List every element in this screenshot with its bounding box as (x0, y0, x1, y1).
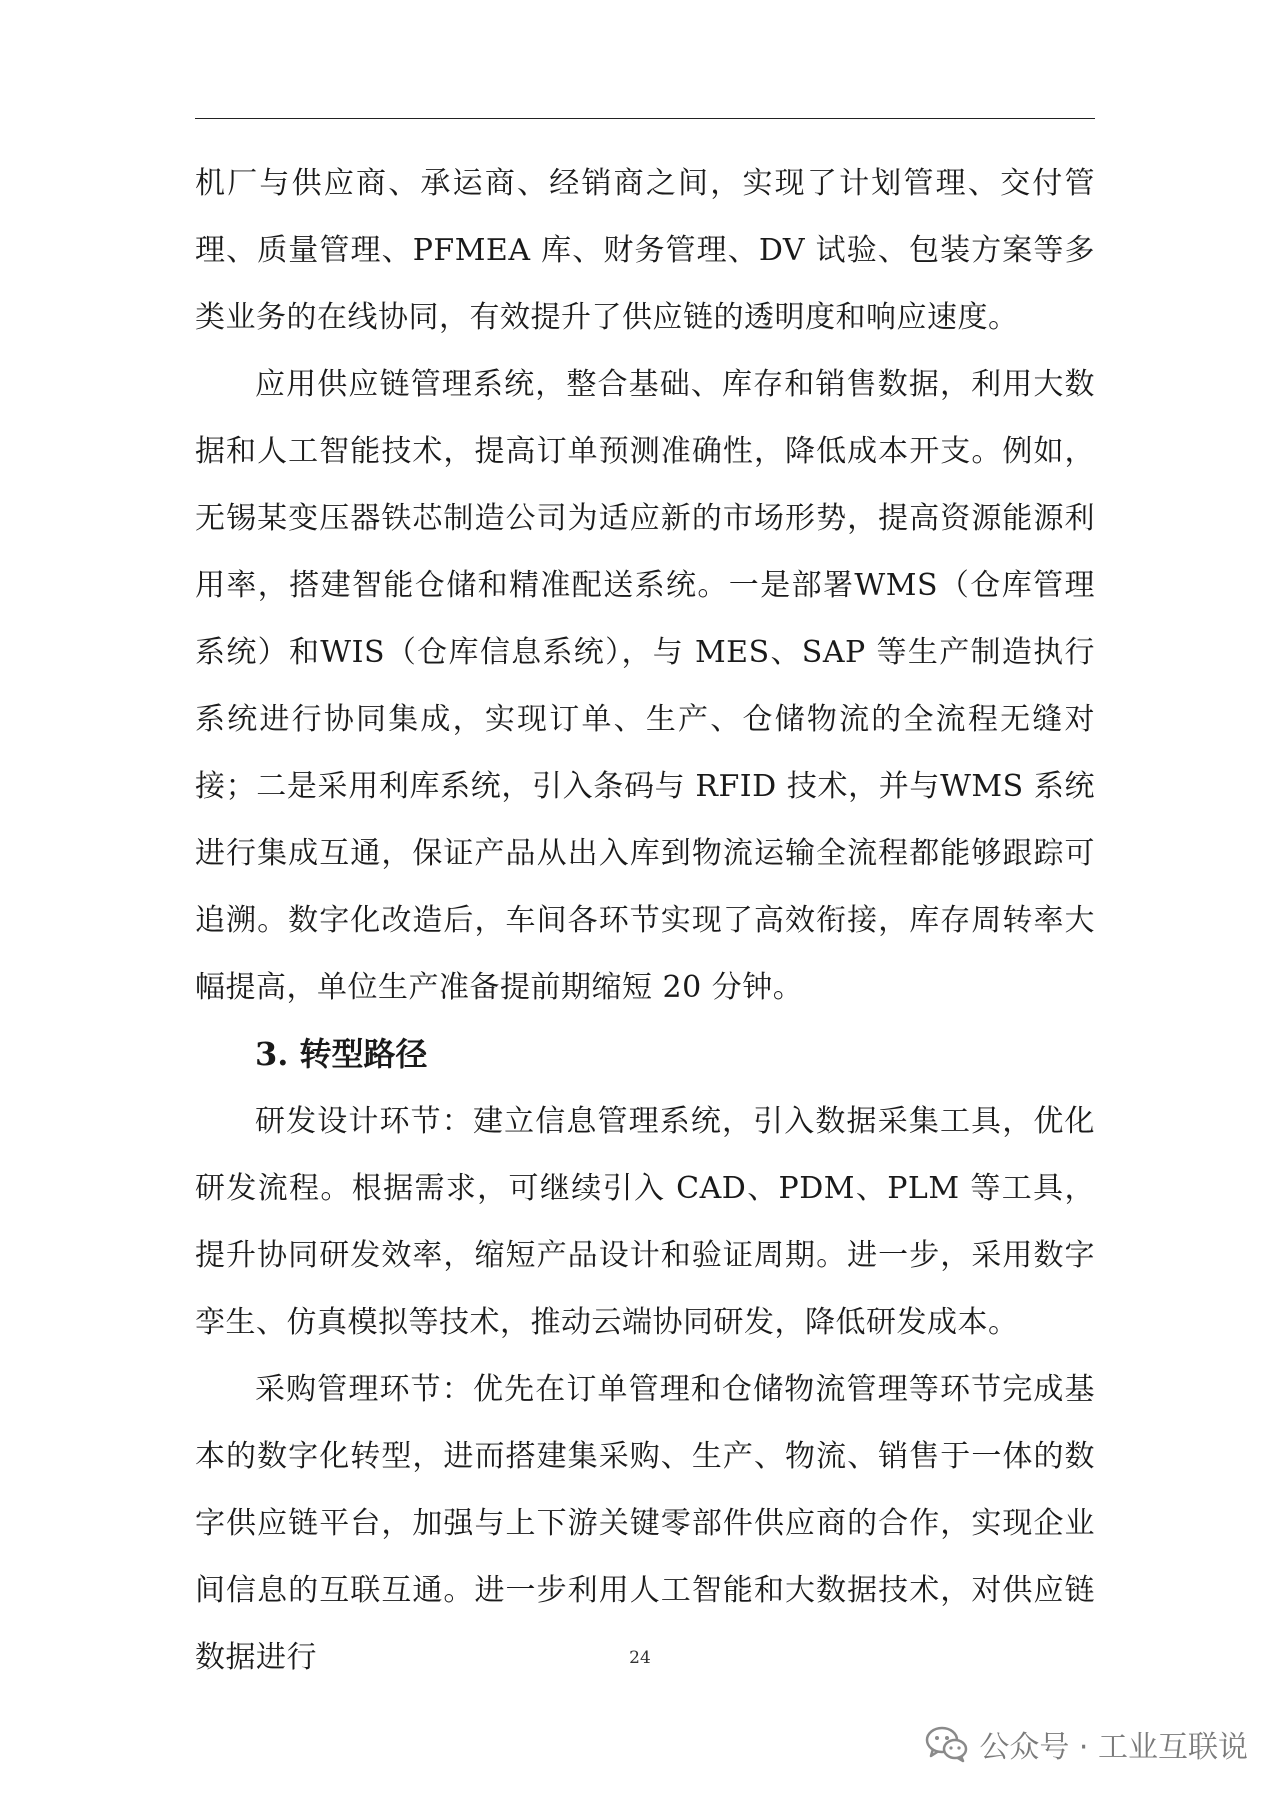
watermark (925, 1722, 1248, 1766)
watermark-text: 公众号 · 工业互联说 (979, 1730, 1248, 1765)
paragraph-2: 应用供应链管理系统，整合基础、库存和销售数据，利用大数据和人工智能技术，提高订单预测准确性，降低成本开支。例如，无锡某变压器铁芯制造公司为适应新的市场形势，提高资源能源利用率，搭建智能仓储和精准配送系统。一是部署WMS（仓库管理系统）和WIS（仓库信息系统），与 MES、SAP 等生产制造执行系统进行协同集成，实现订单、生产、仓储物流的全流程无缝对接；二是采用利库系统，引入条码与 RFID 技术，并与WMS 系统进行集成互通，保证产品从出入库到物流运输全流程都能够跟踪可追溯。数字化改造后，车间各环节实现了高效衔接，库存周转率大幅提高，单位生产准备提前期缩短 20 分钟。 (195, 367, 1095, 1005)
paragraph-1: 机厂与供应商、承运商、经销商之间，实现了计划管理、交付管理、质量管理、PFMEA 库、财务管理、DV 试验、包装方案等多类业务的在线协同，有效提升了供应链的透明度和响应速度。 (195, 166, 1095, 335)
wechat-icon (925, 1725, 969, 1763)
page-number: 24 (629, 1648, 651, 1668)
section-heading: 3. 转型路径 (255, 1035, 428, 1073)
header-rule (195, 118, 1095, 119)
paragraph-rd-design: 研发设计环节：建立信息管理系统，引入数据采集工具，优化研发流程。根据需求，可继续引入 CAD、PDM、PLM 等工具，提升协同研发效率，缩短产品设计和验证周期。进一步，采用数字孪生、仿真模拟等技术，推动云端协同研发，降低研发成本。 (195, 1104, 1095, 1340)
document-body (195, 150, 1095, 1691)
paragraph-procurement: 采购管理环节：优先在订单管理和仓储物流管理等环节完成基本的数字化转型，进而搭建集采购、生产、物流、销售于一体的数字供应链平台，加强与上下游关键零部件供应商的合作，实现企业间信息的互联互通。进一步利用人工智能和大数据技术，对供应链数据进行 (195, 1372, 1095, 1675)
